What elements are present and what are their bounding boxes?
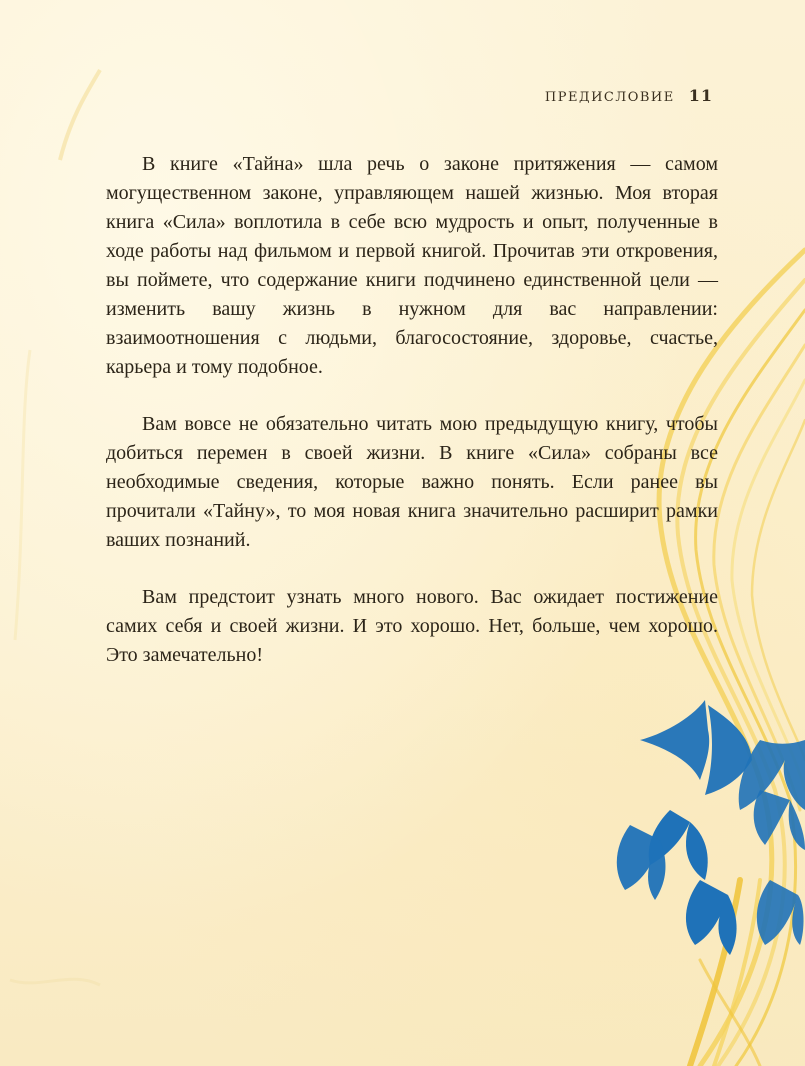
paragraph-2: Вам вовсе не обязательно читать мою предыдущую книгу, чтобы добиться перемен в своей жизни. В книге «Сила» собраны все необходимые сведения, которые важно понять. Если ранее вы прочитали «Тайну», то моя новая книга значительно расширит рамки ваших познаний. bbox=[106, 413, 718, 551]
butterfly-4 bbox=[754, 790, 790, 845]
butterfly-3 bbox=[649, 810, 690, 865]
brush-stroke-bottom-left bbox=[10, 979, 100, 985]
blue-butterflies bbox=[617, 700, 805, 955]
butterfly-1 bbox=[640, 700, 709, 780]
paragraph-1: В книге «Тайна» шла речь о законе притяжения — самом могущественном законе, управляющем нашей жизнью. Моя вторая книга «Сила» воплотила в себе всю мудрость и опыт, полученные в ходе работы над фильмом и первой книгой. Прочитав эти откровения, вы поймете, что содержание книги подчинено единственной цели — изменить вашу жизнь в нужном для вас направлении: взаимоотношения с людьми, благосостояние, здоровье, счастье, карьера и тому подобное. bbox=[106, 153, 718, 378]
page-number: 11 bbox=[688, 86, 713, 105]
butterfly-6 bbox=[686, 880, 728, 945]
body-text bbox=[106, 150, 718, 698]
section-title: ПРЕДИСЛОВИЕ bbox=[544, 90, 675, 105]
butterfly-2 bbox=[739, 740, 805, 810]
running-head bbox=[545, 86, 713, 105]
butterfly-7 bbox=[757, 880, 798, 945]
brush-stroke-top-left bbox=[60, 70, 100, 160]
paragraph-3: Вам предстоит узнать много нового. Вас ожидает постижение самих себя и своей жизни. И это хорошо. Нет, больше, чем хорошо. Это замечательно! bbox=[106, 586, 718, 666]
brush-stroke-left bbox=[15, 350, 30, 640]
butterfly-5 bbox=[617, 825, 660, 890]
